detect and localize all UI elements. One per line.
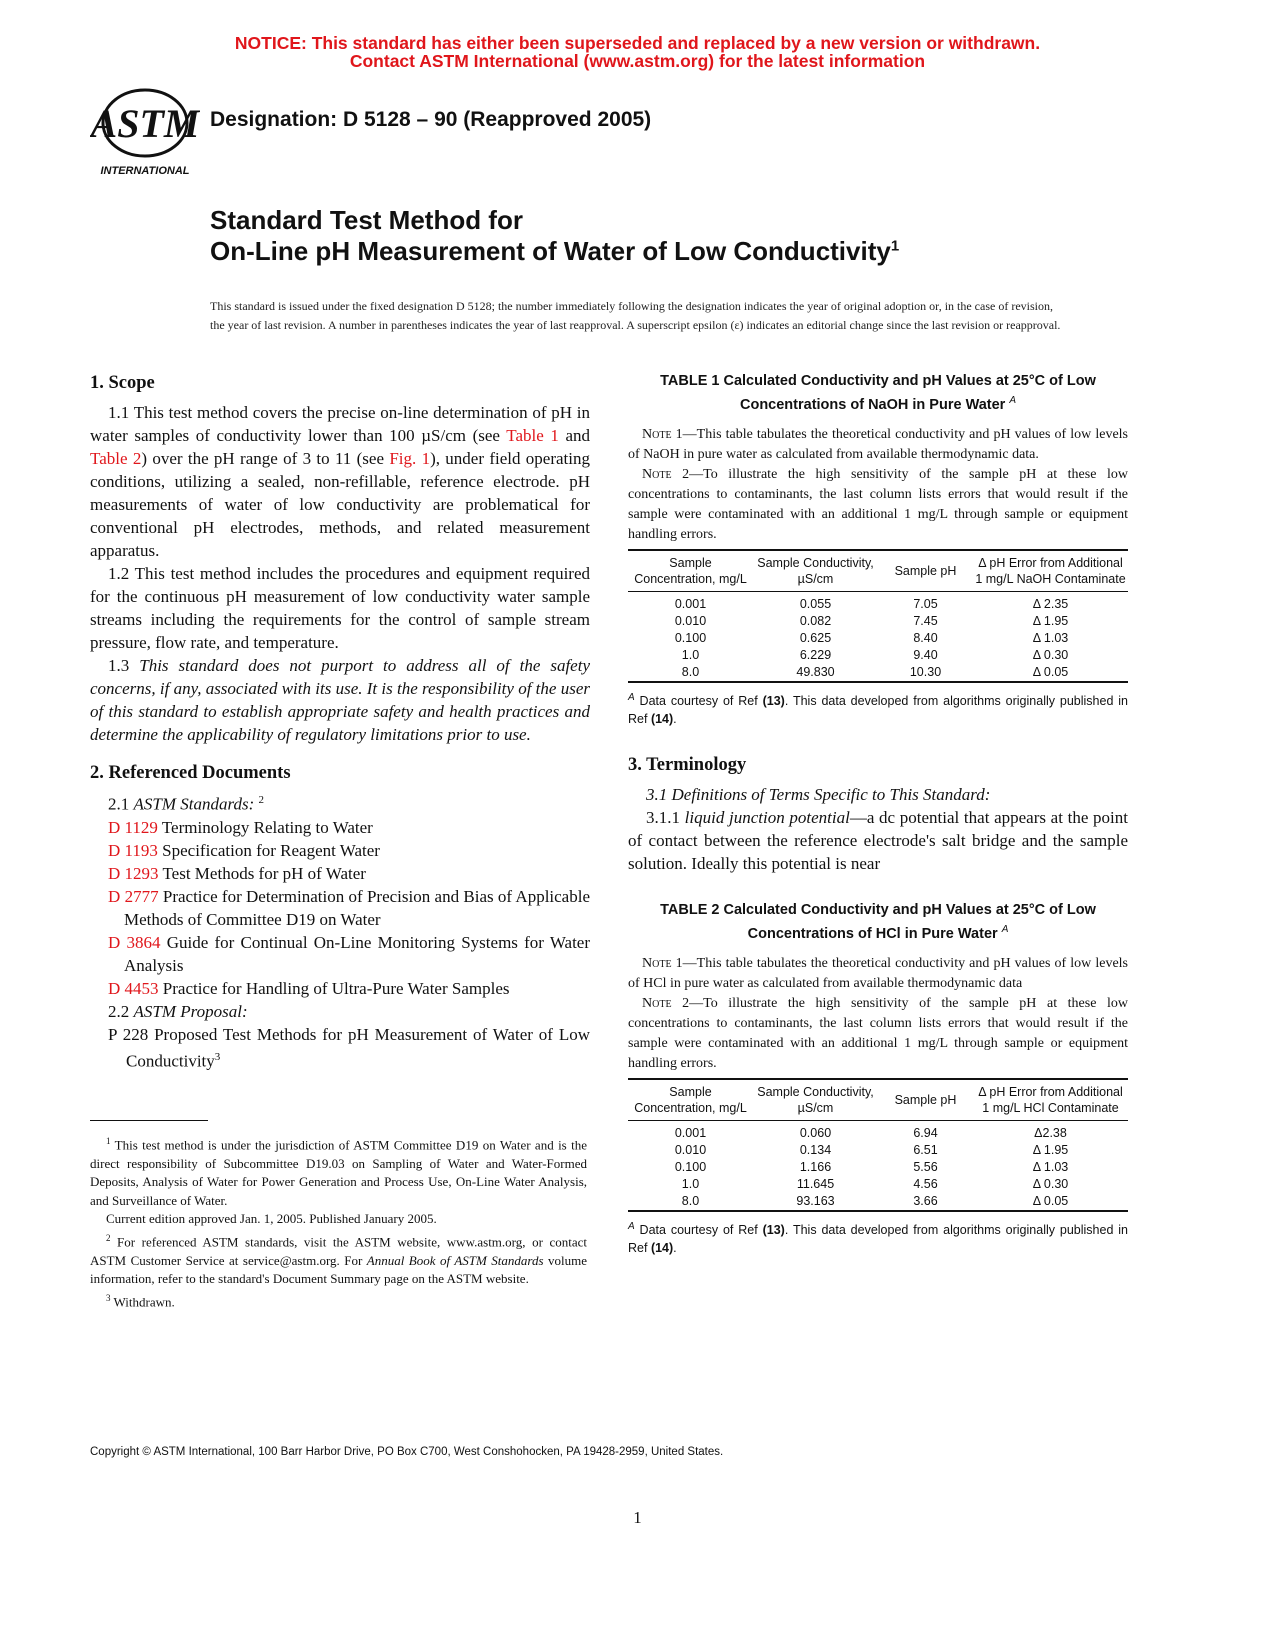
table-cell: 49.830: [796, 665, 835, 680]
table-cell: 5.56: [913, 1160, 938, 1175]
table-row: [628, 664, 1128, 682]
svg-text:ASTM: ASTM: [90, 101, 200, 146]
table-header-cell: Sample pH: [894, 1092, 957, 1107]
scope-text: 1.1 This test method covers the precise on-line determination of pH in water samples of conductivity lower than 100 µS/cm (see: [90, 403, 590, 445]
terminology-3-1: 3.1 Definitions of Terms Specific to This Standard:: [646, 784, 991, 804]
table-header-cell: Sample Conductivity, µS/cm: [757, 555, 874, 586]
note-text: 2—To illustrate the high sensitivity of the sample pH at these low concentrations to contaminants, the last column lists errors that would result if the sample were contaminated with an additional 1 mg/L through sample or equipment handling errors.: [628, 995, 1128, 1071]
footnote-text: This test method is under the jurisdiction of ASTM Committee D19 on Water and is the direct responsibility of Subcommittee D19.03 on Sampling of Water and Water-Formed Deposits, Analysis of Water for Power Generation and Process Use, On-Line Water Analysis, and Surveillance of Water.: [90, 1137, 587, 1208]
referenced-document-title: Test Methods for pH of Water: [158, 863, 366, 883]
footnote-text: . This data developed from algorithms originally published in Ref: [628, 1222, 1129, 1255]
note-text: 1—This table tabulates the theoretical conductivity and pH values of low levels of HCl in pure water as calculated from available thermodynamic data: [628, 955, 1128, 991]
astm-logo-icon: [90, 85, 200, 180]
table-2-body: [628, 1120, 1128, 1211]
terminology-3-1-1: [628, 806, 1128, 875]
footnote-mark: A: [628, 691, 635, 703]
table-cell: Δ 1.03: [1032, 1160, 1069, 1175]
caption-mark: A: [1009, 395, 1017, 406]
footnote-rule: [90, 1120, 208, 1121]
referenced-document-item: [90, 862, 590, 885]
table-header-cell: Sample Conductivity, µS/cm: [757, 1084, 874, 1115]
caption-line: [628, 920, 1128, 944]
table-cell: 0.010: [674, 614, 707, 629]
table-cell: Δ 1.95: [1032, 1143, 1069, 1158]
scope-text: ) over the pH range of 3 to 11 (see: [141, 449, 390, 468]
referenced-document-item: [90, 885, 590, 931]
table-row: [628, 1159, 1128, 1176]
figure-1-link[interactable]: Fig. 1: [389, 449, 431, 468]
caption-mark: A: [1001, 923, 1009, 935]
refdocs-p228: [90, 1023, 590, 1073]
table-cell: 0.001: [674, 597, 707, 612]
table-row: [628, 647, 1128, 664]
table-1-note-2: [628, 465, 1128, 545]
table-cell: 0.055: [799, 597, 832, 612]
referenced-documents-list: [90, 816, 590, 1000]
table-2-link[interactable]: Table 2: [90, 449, 142, 468]
ref-13-link[interactable]: (13): [762, 1222, 785, 1237]
footnote-text: For referenced ASTM standards, visit the ASTM website, www.astm.org, or contact ASTM Customer Service at service@astm.org. For: [90, 1234, 587, 1268]
right-column: [628, 372, 1128, 1257]
footnote-text: Data courtesy of Ref: [634, 1222, 763, 1237]
referenced-document-item: [90, 931, 590, 977]
table-cell: Δ 1.03: [1032, 631, 1069, 646]
table-cell: 4.56: [913, 1177, 938, 1192]
scope-text: ), under field operating conditions, utilizing a sealed, non-refillable, reference electrode. pH measurements of water of low conductivity are problematical for conventional pH electrodes, methods, and related measurement apparatus.: [90, 449, 591, 560]
table-cell: 7.05: [913, 597, 938, 612]
scope-safety-text: This standard does not purport to address all of the safety concerns, if any, associated with its use. It is the responsibility of the user of this standard to establish appropriate safety and health practices and determine the applicability of regulatory limitations prior to use.: [90, 656, 590, 744]
term-definition: —a dc potential that appears at the point of contact between the reference electrode's salt bridge and the sample solution. Ideally this potential is near: [628, 807, 1128, 873]
table-header-cell: Sample Concentration, mg/L: [634, 555, 747, 586]
referenced-document-link[interactable]: D 3864: [108, 932, 161, 952]
scope-1-1: [90, 401, 590, 562]
refdocs-2-2: [90, 1000, 590, 1023]
refdocs-heading: 2. Referenced Documents: [90, 763, 291, 783]
referenced-document-link[interactable]: D 1293: [108, 863, 159, 883]
scope-number: 1.3: [108, 656, 140, 675]
table-row: [628, 630, 1128, 647]
referenced-document-link[interactable]: D 1129: [108, 817, 158, 837]
footnote-3: [90, 1289, 587, 1312]
footnote-italic: Annual Book of ASTM Standards: [366, 1252, 544, 1268]
note-label: Note: [642, 466, 672, 482]
title-line-2: [210, 236, 899, 267]
footnote-1b: Current edition approved Jan. 1, 2005. Published January 2005.: [106, 1211, 437, 1227]
note-text: 2—To illustrate the high sensitivity of the sample pH at these low concentrations to contaminants, the last column lists errors that would result if the sample were contaminated with an additional 1 mg/L through sample or equipment handling errors.: [628, 466, 1128, 542]
note-label: Note: [642, 955, 672, 971]
caption-line: TABLE 1 Calculated Conductivity and pH Values at 25°C of Low: [660, 373, 1096, 389]
copyright: Copyright © ASTM International, 100 Barr Harbor Drive, PO Box C700, West Conshohocken, PA 19428-2959, United States.: [90, 1446, 724, 1458]
caption-line: [628, 391, 1128, 415]
table-cell: 1.0: [681, 1177, 700, 1192]
title-footnote-mark: 1: [890, 237, 900, 255]
table-2-footnote: [628, 1218, 1128, 1257]
table-row: [628, 1193, 1128, 1211]
table-header-row: [628, 1079, 1128, 1121]
referenced-document-link[interactable]: D 4453: [108, 978, 159, 998]
astm-logo: [90, 85, 200, 180]
footnote-mark: 1: [106, 1136, 111, 1146]
table-cell: 1.166: [799, 1160, 832, 1175]
referenced-document-item: [90, 839, 590, 862]
footnote-text: .: [673, 711, 677, 726]
left-column: [90, 372, 590, 1072]
refdocs-number: 2.1: [108, 794, 134, 814]
notice-line-2: Contact ASTM International (www.astm.org) for the latest information: [349, 51, 926, 71]
table-1-link[interactable]: Table 1: [506, 426, 559, 445]
terminology-heading: 3. Terminology: [628, 754, 747, 775]
page-number: 1: [633, 1508, 642, 1527]
table-cell: 0.082: [799, 614, 832, 629]
footnote-1: [90, 1132, 587, 1210]
ref-14-link[interactable]: (14): [650, 1240, 674, 1255]
table-cell: Δ 0.05: [1032, 665, 1069, 680]
table-cell: 11.645: [796, 1177, 835, 1192]
footnote-mark: 2: [106, 1232, 111, 1243]
table-2: [628, 1078, 1128, 1212]
footnote-mark: 3: [106, 1292, 111, 1303]
table-cell: 8.0: [681, 1194, 700, 1209]
table-1-footnote: [628, 689, 1128, 728]
table-row: [628, 613, 1128, 630]
term-name: liquid junction potential: [684, 807, 850, 827]
footnote-mark: 2: [258, 794, 264, 806]
table-cell: 6.51: [913, 1143, 938, 1158]
footnote-text: Data courtesy of Ref: [634, 693, 763, 708]
table-header-cell: Δ pH Error from Additional 1 mg/L HCl Contaminate: [978, 1084, 1123, 1115]
footnotes: [90, 1132, 587, 1311]
table-cell: 1.0: [681, 648, 700, 663]
table-cell: Δ 0.05: [1032, 1194, 1069, 1209]
table-cell: Δ 1.95: [1032, 614, 1069, 629]
table-cell: Δ2.38: [1034, 1126, 1067, 1141]
table-cell: 7.45: [913, 614, 938, 629]
table-1-caption: [628, 372, 1128, 415]
table-cell: 0.134: [799, 1143, 832, 1158]
referenced-document-link[interactable]: D 2777: [108, 886, 159, 906]
refdocs-2-1: [90, 789, 590, 816]
ref-13-link[interactable]: (13): [762, 693, 785, 708]
refdocs-number: 2.2: [108, 1001, 134, 1021]
notice-line-1: NOTICE: This standard has either been superseded and replaced by a new version or withdrawn.: [234, 33, 1041, 53]
title-line-1: Standard Test Method for: [210, 205, 523, 235]
footnote-mark: 3: [214, 1050, 221, 1063]
table-cell: 0.060: [799, 1126, 832, 1141]
table-cell: 6.94: [913, 1126, 938, 1141]
refdocs-sub-title: ASTM Proposal:: [133, 1001, 248, 1021]
term-number: 3.1.1: [646, 807, 685, 827]
table-cell: 0.100: [674, 631, 707, 646]
footnote-text: .: [673, 1240, 677, 1255]
table-1-note-1: [628, 425, 1128, 465]
table-header-cell: Δ pH Error from Additional 1 mg/L NaOH Contaminate: [975, 555, 1126, 586]
footnote-2: [90, 1229, 587, 1289]
footnote-text: volume information, refer to the standard's Document Summary page on the ASTM website.: [90, 1252, 588, 1287]
table-2-caption: [628, 901, 1128, 944]
table-cell: 0.625: [799, 631, 832, 646]
table-cell: Δ 0.30: [1032, 1177, 1069, 1192]
table-header-row: [628, 550, 1128, 592]
scope-1-3: [90, 654, 590, 746]
referenced-document-item: [90, 977, 590, 1000]
table-cell: Δ 0.30: [1032, 648, 1069, 663]
title-text: On-Line pH Measurement of Water of Low Conductivity: [210, 236, 891, 266]
table-2-note-1: [628, 954, 1128, 994]
caption-line: TABLE 2 Calculated Conductivity and pH Values at 25°C of Low: [660, 901, 1096, 918]
table-2-note-2: [628, 994, 1128, 1074]
table-cell: 9.40: [913, 648, 938, 663]
scope-heading: 1. Scope: [90, 373, 155, 393]
footnote-mark: A: [628, 1220, 635, 1232]
table-row: [628, 1142, 1128, 1159]
footnote-text: . This data developed from algorithms originally published in Ref: [628, 693, 1129, 726]
ref-14-link[interactable]: (14): [650, 711, 674, 726]
footnote-text: Withdrawn.: [110, 1293, 175, 1309]
note-label: Note: [642, 995, 672, 1011]
table-header-cell: Sample pH: [894, 563, 957, 578]
table-cell: 0.100: [674, 1160, 707, 1175]
referenced-document-item: [90, 816, 590, 839]
scope-1-2: 1.2 This test method includes the procedures and equipment required for the continuous pH measurement of low conductivity water sample streams including the requirements for the control of sample stream pressure, flow rate, and temperature.: [90, 564, 590, 652]
scope-text: and: [558, 426, 590, 445]
table-cell: 6.229: [799, 648, 832, 663]
table-row: [628, 591, 1128, 613]
table-cell: 8.40: [913, 631, 938, 646]
referenced-document-title: Specification for Reagent Water: [157, 840, 380, 860]
table-cell: 0.001: [674, 1126, 707, 1141]
referenced-document-title: Practice for Handling of Ultra-Pure Water Samples: [158, 978, 510, 998]
refdocs-sub-title: ASTM Standards:: [133, 794, 255, 814]
referenced-document-link[interactable]: D 1193: [108, 840, 158, 860]
table-row: [628, 1176, 1128, 1193]
caption-text: Concentrations of HCl in Pure Water: [747, 925, 998, 942]
table-cell: Δ 2.35: [1032, 597, 1069, 612]
table-cell: 93.163: [796, 1194, 835, 1209]
table-row: [628, 1120, 1128, 1142]
issued-statement: This standard is issued under the fixed designation D 5128; the number immediately following the designation indicates the year of original adoption or, in the case of revision, the year of last revision. A number in parentheses indicates the year of last reapproval. A superscript epsilon (ε) indicates an editorial change since the last revision or reapproval.: [210, 299, 1061, 332]
caption-text: Concentrations of NaOH in Pure Water: [739, 396, 1006, 413]
table-header-cell: Sample Concentration, mg/L: [634, 1084, 747, 1115]
table-1-body: [628, 591, 1128, 682]
referenced-document-title: Terminology Relating to Water: [157, 817, 373, 837]
designation: Designation: D 5128 – 90 (Reapproved 2005): [210, 108, 652, 131]
note-label: Note: [642, 426, 672, 442]
note-text: 1—This table tabulates the theoretical conductivity and pH values of low levels of NaOH in pure water as calculated from available thermodynamic data.: [628, 426, 1128, 462]
table-cell: 10.30: [909, 665, 942, 680]
referenced-document-title: Practice for Determination of Precision and Bias of Applicable Methods of Committee D19 on Water: [124, 886, 590, 929]
table-cell: 3.66: [913, 1194, 938, 1209]
svg-text:INTERNATIONAL: INTERNATIONAL: [100, 165, 190, 177]
table-cell: 8.0: [681, 665, 700, 680]
table-cell: 0.010: [674, 1143, 707, 1158]
p228-text: P 228 Proposed Test Methods for pH Measurement of Water of Low Conductivity: [108, 1024, 590, 1071]
table-1: [628, 549, 1128, 683]
referenced-document-title: Guide for Continual On-Line Monitoring Systems for Water Analysis: [124, 932, 591, 975]
